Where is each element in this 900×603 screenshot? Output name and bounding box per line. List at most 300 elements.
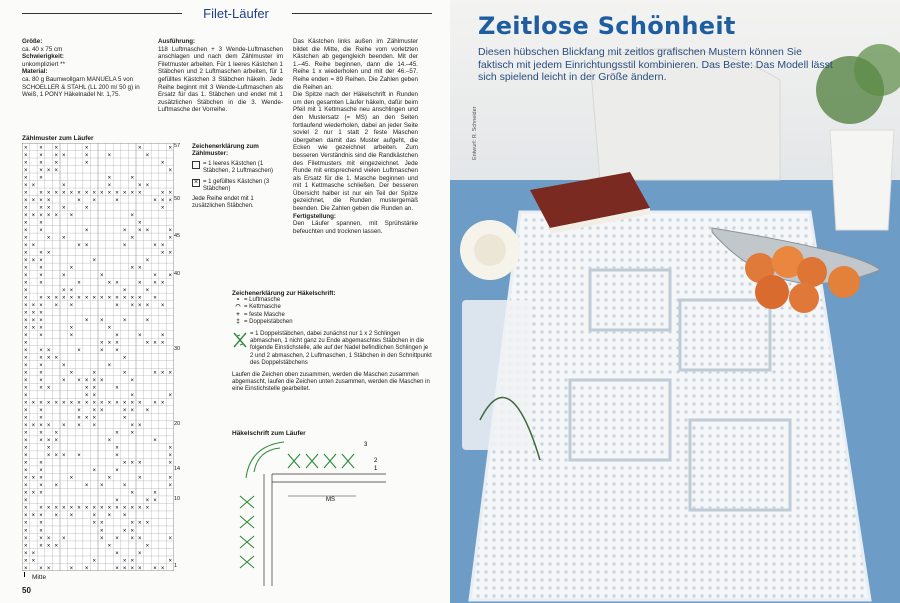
filled-cell: × — [160, 280, 165, 287]
filled-cell: × — [39, 543, 43, 550]
filled-cell: × — [39, 325, 43, 332]
filled-cell: × — [115, 348, 119, 355]
filled-cell: × — [54, 430, 58, 437]
filled-cell: × — [24, 460, 28, 467]
section-title: Filet-Läufer — [203, 6, 269, 21]
filled-cell: × — [39, 227, 43, 234]
filled-cell: × — [122, 460, 127, 467]
filled-cell: × — [24, 475, 28, 482]
filled-cell: × — [69, 212, 74, 219]
filled-cell: × — [24, 265, 28, 272]
filled-cell: × — [100, 295, 104, 302]
filled-cell: × — [39, 190, 43, 197]
filled-cell: × — [160, 197, 165, 204]
filled-cell: × — [77, 400, 81, 407]
filled-cell: × — [100, 340, 104, 347]
filled-cell: × — [153, 280, 157, 287]
filled-cell: × — [46, 355, 51, 362]
filled-cell: × — [115, 295, 119, 302]
border-grid — [264, 474, 386, 586]
row-number: 57 — [174, 143, 181, 149]
filled-cell: × — [145, 543, 150, 550]
filled-cell: × — [168, 445, 172, 452]
filled-cell: × — [77, 423, 81, 430]
filled-cell: × — [46, 565, 51, 571]
row-number: 45 — [174, 233, 181, 240]
filled-cell: × — [46, 438, 51, 445]
filled-cell: × — [130, 490, 134, 497]
legend-note: Jede Reihe endet mit 1 zusätzlichen Stäbchen. — [192, 196, 254, 209]
filled-cell: × — [39, 415, 43, 422]
filled-cell: × — [39, 408, 43, 415]
filled-cell: × — [130, 430, 134, 437]
filled-cell: × — [24, 550, 28, 557]
filled-cell: × — [24, 385, 28, 392]
filled-cell: × — [31, 242, 36, 249]
filled-cell: × — [168, 370, 172, 377]
filled-cell: × — [92, 520, 96, 527]
filled-cell: × — [84, 318, 89, 325]
filled-cell: × — [69, 295, 74, 302]
legend-sc-row — [232, 312, 432, 319]
single-crochet-icon: + — [236, 311, 240, 318]
filled-cell: × — [122, 355, 127, 362]
filled-cell: × — [138, 565, 142, 571]
filled-cell: × — [24, 430, 28, 437]
filled-cell: × — [145, 505, 150, 512]
filled-cell: × — [39, 145, 43, 152]
filled-cell: × — [115, 190, 119, 197]
row-number: 40 — [174, 270, 181, 277]
filled-cell: × — [92, 190, 96, 197]
cluster-stitch-icon — [232, 331, 248, 349]
filled-cell: × — [24, 498, 28, 505]
legend-empty-row — [192, 161, 287, 175]
filled-cell: × — [122, 295, 127, 302]
filled-cell: × — [39, 468, 43, 475]
filled-cell: × — [122, 370, 127, 377]
filled-cell: × — [31, 475, 36, 482]
round-1-label: 1 — [374, 466, 378, 472]
filled-cell: × — [54, 212, 58, 219]
filled-cell: × — [168, 250, 172, 257]
filled-cell: × — [153, 438, 157, 445]
filled-cell: × — [62, 182, 66, 189]
finish-label: Fertigstellung: — [293, 212, 336, 220]
filled-cell: × — [54, 453, 58, 460]
legend-cluster-text: = 1 Doppelstäbchen, dabei zunächst nur 1 x 2 Schlingen abmaschen, 1 nicht ganz zu Ende abgemaschtes Stäbchen in die folgende Einstichstelle, alle auf der Nadel befindlichen Schlingen je 2 und 2 abmaschen, 2 Luftmaschen, 1 Stäbchen in den Schnittpunkt des Doppelstäbchens — [250, 331, 432, 366]
filled-cell: × — [122, 415, 127, 422]
filled-cell: × — [115, 385, 119, 392]
filled-cell: × — [39, 348, 43, 355]
filled-cell: × — [31, 182, 36, 189]
filled-cell: × — [46, 190, 51, 197]
filled-cell: × — [130, 265, 134, 272]
filled-cell: × — [107, 475, 112, 482]
filled-cell: × — [168, 475, 172, 482]
filled-cell: × — [130, 400, 134, 407]
filled-cell: × — [153, 197, 157, 204]
filled-cell: × — [24, 272, 28, 279]
filled-cell: × — [115, 280, 119, 287]
filled-cell: × — [46, 535, 51, 542]
filled-cell: × — [77, 505, 81, 512]
legend-cluster-row — [232, 331, 432, 367]
size-value: ca. 40 x 75 cm — [22, 45, 63, 53]
filled-cell: × — [24, 212, 28, 219]
page-title: Zeitlose Schönheit — [478, 12, 736, 40]
filled-cell: × — [130, 423, 134, 430]
filled-cell: × — [145, 227, 150, 234]
filled-cell: × — [54, 160, 58, 167]
filled-cell: × — [168, 197, 172, 204]
filled-cell: × — [138, 423, 142, 430]
filled-cell: × — [160, 250, 165, 257]
filled-cell: × — [39, 257, 43, 264]
filled-cell: × — [92, 505, 96, 512]
filled-cell: × — [24, 280, 28, 287]
filled-cell: × — [115, 565, 119, 571]
material-label: Material: — [22, 68, 48, 76]
slip-stitch-icon: ◠ — [235, 304, 241, 311]
filled-cell: × — [77, 295, 81, 302]
legend-filled-row — [192, 179, 287, 193]
filled-cell: × — [24, 423, 28, 430]
legend-combine-note: Laufen die Zeichen oben zusammen, werden die Maschen zusammen abgemascht, laufen die Zeichen unten zusammen, werden die Maschen in eine Einstichstelle gearbeitet. — [232, 372, 430, 393]
filled-cell: × — [39, 370, 43, 377]
filled-cell: × — [39, 475, 43, 482]
filled-cell: × — [39, 400, 43, 407]
filled-cell: × — [39, 423, 43, 430]
filled-cell: × — [168, 145, 172, 152]
legend-sc-text: = feste Masche — [244, 311, 285, 318]
legend-empty-text: = 1 leeres Kästchen (1 Stäbchen, 2 Luftmaschen) — [203, 161, 274, 174]
page-subtitle: Diesen hübschen Blickfang mit zeitlos grafischen Mustern können Sie faktisch mit jedem Einrichtungsstil kombinieren. Das Beste: Das Modell lässt sich spielend leicht in der Größe ändern. — [478, 46, 833, 83]
filled-cell: × — [24, 325, 28, 332]
filled-cell: × — [84, 227, 89, 234]
filled-cell: × — [130, 378, 134, 385]
mitte-label: Mitte — [32, 574, 47, 581]
filled-cell: × — [69, 400, 74, 407]
filled-cell: × — [84, 160, 89, 167]
filled-cell: × — [122, 227, 127, 234]
filled-cell: × — [31, 318, 36, 325]
filled-cell: × — [160, 333, 165, 340]
filled-cell: × — [39, 565, 43, 571]
filled-cell: × — [130, 505, 134, 512]
filled-cell: × — [160, 340, 165, 347]
filled-cell: × — [84, 295, 89, 302]
filled-cell: × — [153, 565, 157, 571]
filled-cell: × — [122, 505, 127, 512]
filled-cell: × — [153, 400, 157, 407]
filled-cell: × — [107, 175, 112, 182]
filled-cell: × — [107, 363, 112, 370]
filled-cell: × — [77, 197, 81, 204]
mitte-tick — [24, 572, 29, 577]
filled-cell: × — [77, 280, 81, 287]
corner-chain — [246, 442, 284, 478]
filled-cell: × — [39, 265, 43, 272]
filled-cell: × — [107, 152, 112, 159]
filled-cell: × — [62, 400, 66, 407]
filled-cell: × — [24, 235, 28, 242]
filled-cell: × — [84, 505, 89, 512]
cluster-row-top — [288, 454, 354, 468]
filled-cell: × — [24, 160, 28, 167]
row-number: 50 — [174, 195, 181, 202]
filled-cell: × — [69, 333, 74, 340]
empty-box-icon — [192, 161, 200, 169]
filled-cell: × — [84, 205, 89, 212]
filled-cell: × — [46, 205, 51, 212]
filled-cell: × — [62, 190, 66, 197]
filled-cell: × — [77, 378, 81, 385]
filled-cell: × — [39, 272, 43, 279]
filled-cell: × — [69, 265, 74, 272]
instructions-text: 118 Luftmaschen + 3 Wende-Luftmaschen anschlagen und nach dem Zählmuster im Filetmuster arbeiten. Für 1 leeres Kästchen 1 Stäbchen und 2 Luftmaschen arbeiten, für 1 gefülltes Kästchen 3 Stäbchen häkeln. Jede Reihe beginnt mit 3 Wende-Luftmaschen als Ersatz für das 1. Stäbchen und endet mit 1 zusätzlichen Stäbchen in die 3. Wende-Luftmasche der Vorreihe. — [158, 45, 283, 114]
filled-cell: × — [24, 340, 28, 347]
chart-legend — [192, 143, 287, 210]
filled-cell: × — [31, 490, 36, 497]
filled-cell: × — [39, 520, 43, 527]
filled-cell: × — [122, 513, 127, 520]
filled-cell: × — [62, 272, 66, 279]
filled-cell: × — [100, 535, 104, 542]
filled-cell: × — [92, 385, 96, 392]
filled-cell: × — [39, 280, 43, 287]
filled-cell: × — [24, 528, 28, 535]
filled-cell: × — [115, 468, 119, 475]
filled-cell: × — [24, 242, 28, 249]
filled-cell: × — [54, 302, 58, 309]
filled-cell: × — [122, 287, 127, 294]
header-rule-left — [22, 13, 182, 14]
filled-cell: × — [31, 558, 36, 565]
filled-cell: × — [100, 318, 104, 325]
filled-cell: × — [62, 287, 66, 294]
filled-cell: × — [115, 550, 119, 557]
filled-cell: × — [54, 400, 58, 407]
filled-cell: × — [54, 190, 58, 197]
instructions-title: Ausführung: — [158, 38, 196, 45]
filled-cell: × — [130, 190, 134, 197]
filled-cell: × — [39, 220, 43, 227]
filled-cell: × — [39, 310, 43, 317]
filled-cell: × — [62, 535, 66, 542]
filled-cell: × — [115, 197, 119, 204]
filled-cell: × — [62, 152, 66, 159]
specs-block — [22, 38, 147, 99]
filled-cell: × — [153, 295, 157, 302]
legend-filled-text: = 1 gefülltes Kästchen (3 Stäbchen) — [203, 179, 270, 192]
filled-cell: × — [69, 565, 74, 571]
filled-cell: × — [31, 197, 36, 204]
filled-cell: × — [69, 370, 74, 377]
filled-cell: × — [46, 400, 51, 407]
filled-cell: × — [130, 535, 134, 542]
filled-cell: × — [84, 385, 89, 392]
legend-chain-row — [232, 297, 432, 304]
filled-cell: × — [84, 190, 89, 197]
filled-cell: × — [24, 182, 28, 189]
filled-cell: × — [62, 378, 66, 385]
filled-cell: × — [92, 400, 96, 407]
filled-cell: × — [115, 498, 119, 505]
filled-cell: × — [46, 543, 51, 550]
filled-cell: × — [107, 438, 112, 445]
filled-cell: × — [100, 483, 104, 490]
filled-cell: × — [107, 325, 112, 332]
filled-cell: × — [130, 212, 134, 219]
crochet-legend-title: Zeichenerklärung zur Häkelschrift: — [232, 290, 336, 297]
filled-cell: × — [69, 513, 74, 520]
filled-cell: × — [39, 318, 43, 325]
filled-cell: × — [84, 152, 89, 159]
filled-cell: × — [46, 385, 51, 392]
filled-cell: × — [160, 565, 165, 571]
filled-cell: × — [54, 543, 58, 550]
right-page — [450, 0, 900, 603]
filled-cell: × — [39, 535, 43, 542]
filled-cell: × — [168, 558, 172, 565]
filled-cell: × — [24, 565, 28, 571]
chart-title: Zählmuster zum Läufer — [22, 135, 94, 142]
filled-cell: × — [115, 505, 119, 512]
filled-cell: × — [46, 445, 51, 452]
legend-dtr-text: = Doppelstäbchen — [244, 318, 293, 325]
filled-cell: × — [122, 190, 127, 197]
filled-cell: × — [31, 302, 36, 309]
filled-cell: × — [100, 190, 104, 197]
filled-cell: × — [39, 430, 43, 437]
row-number: 14 — [174, 465, 181, 472]
filled-cell: × — [24, 205, 28, 212]
filled-cell: × — [92, 415, 96, 422]
filled-cell: × — [24, 445, 28, 452]
filled-cell: × — [69, 190, 74, 197]
filled-cell: × — [24, 355, 28, 362]
filled-cell: × — [84, 565, 89, 571]
filled-cell: × — [31, 550, 36, 557]
filled-cell: × — [24, 348, 28, 355]
filled-cell: × — [39, 483, 43, 490]
filled-cell: × — [31, 310, 36, 317]
filled-cell: × — [39, 505, 43, 512]
filled-cell: × — [130, 393, 134, 400]
filled-cell: × — [122, 400, 127, 407]
filled-cell: × — [92, 468, 96, 475]
filled-cell: × — [145, 520, 150, 527]
legend-chain-text: = Luftmasche — [244, 297, 281, 304]
filled-cell: × — [24, 220, 28, 227]
filled-cell: × — [100, 378, 104, 385]
finish-text: Den Läufer spannen, mit Sprühstärke befeuchten und trocknen lassen. — [293, 220, 418, 235]
filled-cell: × — [24, 175, 28, 182]
filled-cell: × — [100, 520, 104, 527]
filled-cell: × — [92, 558, 96, 565]
filled-cell: × — [62, 363, 66, 370]
filled-cell: × — [24, 302, 28, 309]
filled-cell: × — [39, 197, 43, 204]
row-number: 1 — [174, 563, 178, 570]
photo-credit: Entwurf: R. Schneider — [472, 106, 478, 160]
filled-cell: × — [168, 483, 172, 490]
filled-cell: × — [92, 378, 96, 385]
ms-label: MS — [326, 497, 335, 503]
filled-cell: × — [107, 543, 112, 550]
filled-cell: × — [107, 190, 112, 197]
filled-cell: × — [31, 212, 36, 219]
filled-cell: × — [69, 287, 74, 294]
filled-box-icon: × — [193, 179, 199, 186]
filled-cell: × — [24, 152, 28, 159]
filled-cell: × — [160, 205, 165, 212]
filled-cell: × — [24, 333, 28, 340]
filled-cell: × — [46, 212, 51, 219]
filled-cell: × — [46, 453, 51, 460]
material-value: ca. 80 g Baumwollgarn MANUELA 5 von SCHOELLER & STAHL (LL 200 m/ 50 g) in Weiß, 1 PONY Häkelnadel Nr. 1,75. — [22, 75, 140, 99]
round-3-label: 3 — [364, 442, 368, 448]
filled-cell: × — [160, 190, 165, 197]
filled-cell: × — [130, 302, 134, 309]
filled-cell: × — [107, 400, 112, 407]
filled-cell: × — [168, 272, 172, 279]
filet-chart — [22, 143, 174, 571]
filled-cell: × — [62, 205, 66, 212]
chain-stitch-icon: • — [236, 297, 240, 304]
instructions-text-1: Das Kästchen links außen im Zählmuster bildet die Mitte, die Reihe vom vorletzten Kästchen ab gegengleich beenden. Mit der 1.–45. Reihe beginnen, dann die 14.–45. Reihe 1 x wiederholen und mit der 46.–57. Reihe enden = 89 Reihen. Die Zahlen geben die Reihen an. — [293, 38, 418, 91]
filled-cell: × — [24, 400, 28, 407]
filled-cell: × — [122, 242, 127, 249]
filled-cell: × — [24, 197, 28, 204]
filled-cell: × — [46, 295, 51, 302]
instructions-block — [158, 38, 283, 114]
crochet-legend — [232, 290, 432, 394]
filled-cell: × — [130, 558, 134, 565]
instructions-text-2: Die Spitze nach der Häkelschrift in Runden um den gesamten Läufer häkeln, dafür beim Pfeil mit 1 Kettmasche neu anschlingen und den Mustersatz (= MS) an den Seiten fortlaufend wiederholen, dabei an jeder Seite soviel 2 nur 1 statt 2 feste Maschen übergehen damit das Muster aufgeht, die Ecken wie gezeichnet arbeiten. Zum besseren Verständnis sind die Randkästchen des Filetmusters mit eingezeichnet. Jede Runde mit entsprechend vielen Luftmaschen als Ersatz für die 1. Masche beginnen und mit 1 Kettmasche schließen. Der besseren Übersicht halber ist nur ein Teil der Spitze gezeichnet, die Runden mustergemäß beenden. Die Zahlen geben die Runden an. — [293, 91, 418, 213]
filled-cell: × — [92, 393, 96, 400]
filled-cell: × — [31, 400, 36, 407]
filled-cell: × — [138, 190, 142, 197]
filled-cell: × — [115, 535, 119, 542]
filled-cell: × — [92, 295, 96, 302]
filled-cell: × — [168, 460, 172, 467]
filled-cell: × — [24, 483, 28, 490]
filled-cell: × — [77, 415, 81, 422]
filled-cell: × — [92, 370, 96, 377]
filled-cell: × — [153, 272, 157, 279]
filled-cell: × — [115, 340, 119, 347]
size-label: Größe: — [22, 38, 43, 45]
double-treble-icon: ‡ — [236, 318, 240, 325]
filled-cell: × — [39, 205, 43, 212]
filled-cell: × — [138, 535, 142, 542]
filled-cell: × — [24, 505, 28, 512]
filled-cell: × — [145, 340, 150, 347]
filled-cell: × — [24, 378, 28, 385]
filled-cell: × — [153, 370, 157, 377]
filled-cell: × — [54, 438, 58, 445]
filled-cell: × — [39, 363, 43, 370]
filled-cell: × — [24, 468, 28, 475]
filled-cell: × — [54, 483, 58, 490]
crochet-chart-title: Häkelschrift zum Läufer — [232, 430, 306, 437]
filled-cell: × — [145, 408, 150, 415]
filled-cell: × — [46, 348, 51, 355]
filled-cell: × — [130, 175, 134, 182]
filled-cell: × — [130, 235, 134, 242]
